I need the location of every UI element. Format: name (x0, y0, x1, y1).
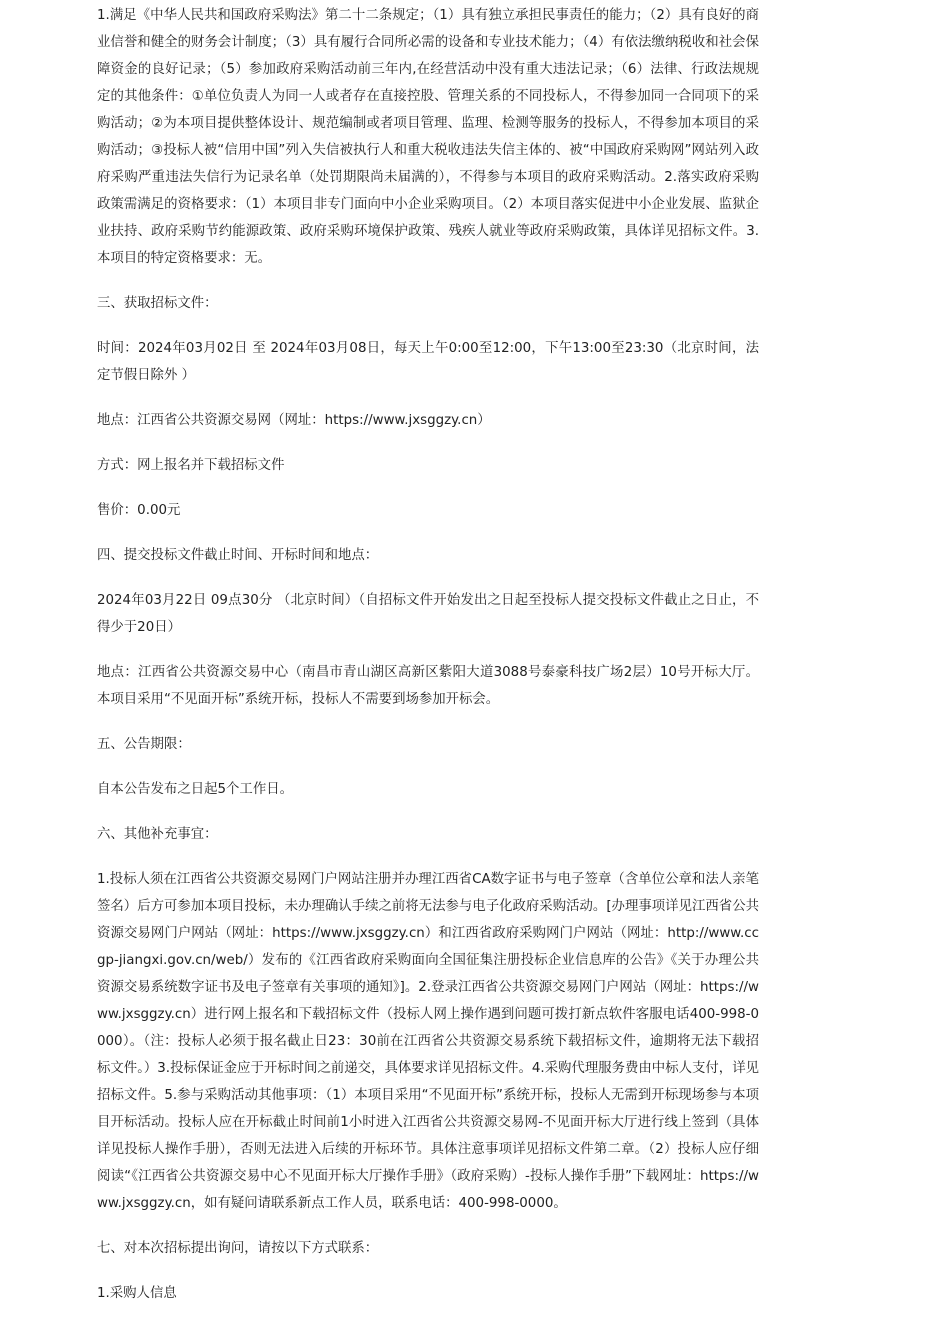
qualification-requirements: 1.满足《中华人民共和国政府采购法》第二十二条规定；（1）具有独立承担民事责任的能力；（2）具有良好的商业信誉和健全的财务会计制度；（3）具有履行合同所必需的设备和专业技术能力；（4）有依法缴纳税收和社会保障资金的良好记录；（5）参加政府采购活动前三年内,在经营活动中没有重大违法记录；（6）法律、行政法规规定的其他条件：①单位负责人为同一人或者存在直接控股、管理关系的不同投标人，不得参加同一合同项下的采购活动；②为本项目提供整体设计、规范编制或者项目管理、监理、检测等服务的投标人，不得参加本项目的采购活动；③投标人被“信用中国”列入失信被执行人和重大税收违法失信主体的、被“中国政府采购网”网站列入政府采购严重违法失信行为记录名单（处罚期限尚未届满的），不得参与本项目的政府采购活动。2.落实政府采购政策需满足的资格要求：（1）本项目非专门面向中小企业采购项目。（2）本项目落实促进中小企业发展、监狱企业扶持、政府采购节约能源政策、政府采购环境保护政策、残疾人就业等政府采购政策，具体详见招标文件。3.本项目的特定资格要求：无。 (97, 8, 759, 266)
section-heading-obtain-documents: 三、获取招标文件： (97, 296, 218, 311)
other-matters-text: 1.投标人须在江西省公共资源交易网门户网站注册并办理江西省CA数字证书与电子签章（含单位公章和法人亲笔签名）后方可参加本项目投标，未办理确认手续之前将无法参与电子化政府采购活动。[办理事项详见江西省公共资源交易网门户网站（网址：https://www.jxsggzy.cn）和江西省政府采购网门户网站（网址：http://www.ccgp-jiangxi.gov.cn/web/）发布的《江西省政府采购面向全国征集注册投标企业信息库的公告》《关于办理公共资源交易系统数字证书及电子签章有关事项的通知》]。2.登录江西省公共资源交易网门户网站（网址：https://www.jxsggzy.cn）进行网上报名和下载招标文件（投标人网上操作遇到问题可拨打新点软件客服电话400-998-0000）。（注：投标人必须于报名截止日23：30前在江西省公共资源交易系统下载招标文件，逾期将无法下载招标文件。）3.投标保证金应于开标时间之前递交，具体要求详见招标文件。4.采购代理服务费由中标人支付，详见招标文件。5.参与采购活动其他事项：（1）本项目采用“不见面开标”系统开标，投标人无需到开标现场参与本项目开标活动。投标人应在开标截止时间前1小时进入江西省公共资源交易网-不见面开标大厅进行线上签到（具体详见投标人操作手册），否则无法进入后续的开标环节。具体注意事项详见招标文件第二章。（2）投标人应仔细阅读“《江西省公共资源交易中心不见面开标大厅操作手册》（政府采购）-投标人操作手册”下载网址：https://www.jxsggzy.cn，如有疑问请联系新点工作人员，联系电话：400-998-0000。 (97, 872, 759, 1211)
submission-deadline: 2024年03月22日 09点30分 （北京时间）（自招标文件开始发出之日起至投标人提交投标文件截止之日止，不得少于20日） (97, 593, 759, 635)
obtain-method: 方式：网上报名并下载招标文件 (97, 458, 285, 473)
announcement-document (97, 2, 759, 1325)
section-heading-other-matters: 六、其他补充事宜： (97, 827, 218, 842)
purchaser-info-label: 1.采购人信息 (97, 1286, 177, 1301)
section-heading-contact: 七、对本次招标提出询问，请按以下方式联系： (97, 1241, 379, 1256)
section-heading-submission: 四、提交投标文件截止时间、开标时间和地点： (97, 548, 379, 563)
obtain-price: 售价：0.00元 (97, 503, 181, 518)
obtain-time: 时间：2024年03月02日 至 2024年03月08日，每天上午0:00至12:00，下午13:00至23:30（北京时间，法定节假日除外 ） (97, 341, 759, 383)
obtain-location: 地点：江西省公共资源交易网（网址：https://www.jxsggzy.cn） (97, 413, 491, 428)
section-heading-notice-period: 五、公告期限： (97, 737, 191, 752)
notice-period-text: 自本公告发布之日起5个工作日。 (97, 782, 293, 797)
submission-location: 地点：江西省公共资源交易中心（南昌市青山湖区高新区紫阳大道3088号泰豪科技广场2层）10号开标大厅。本项目采用“不见面开标”系统开标，投标人不需要到场参加开标会。 (97, 665, 759, 707)
